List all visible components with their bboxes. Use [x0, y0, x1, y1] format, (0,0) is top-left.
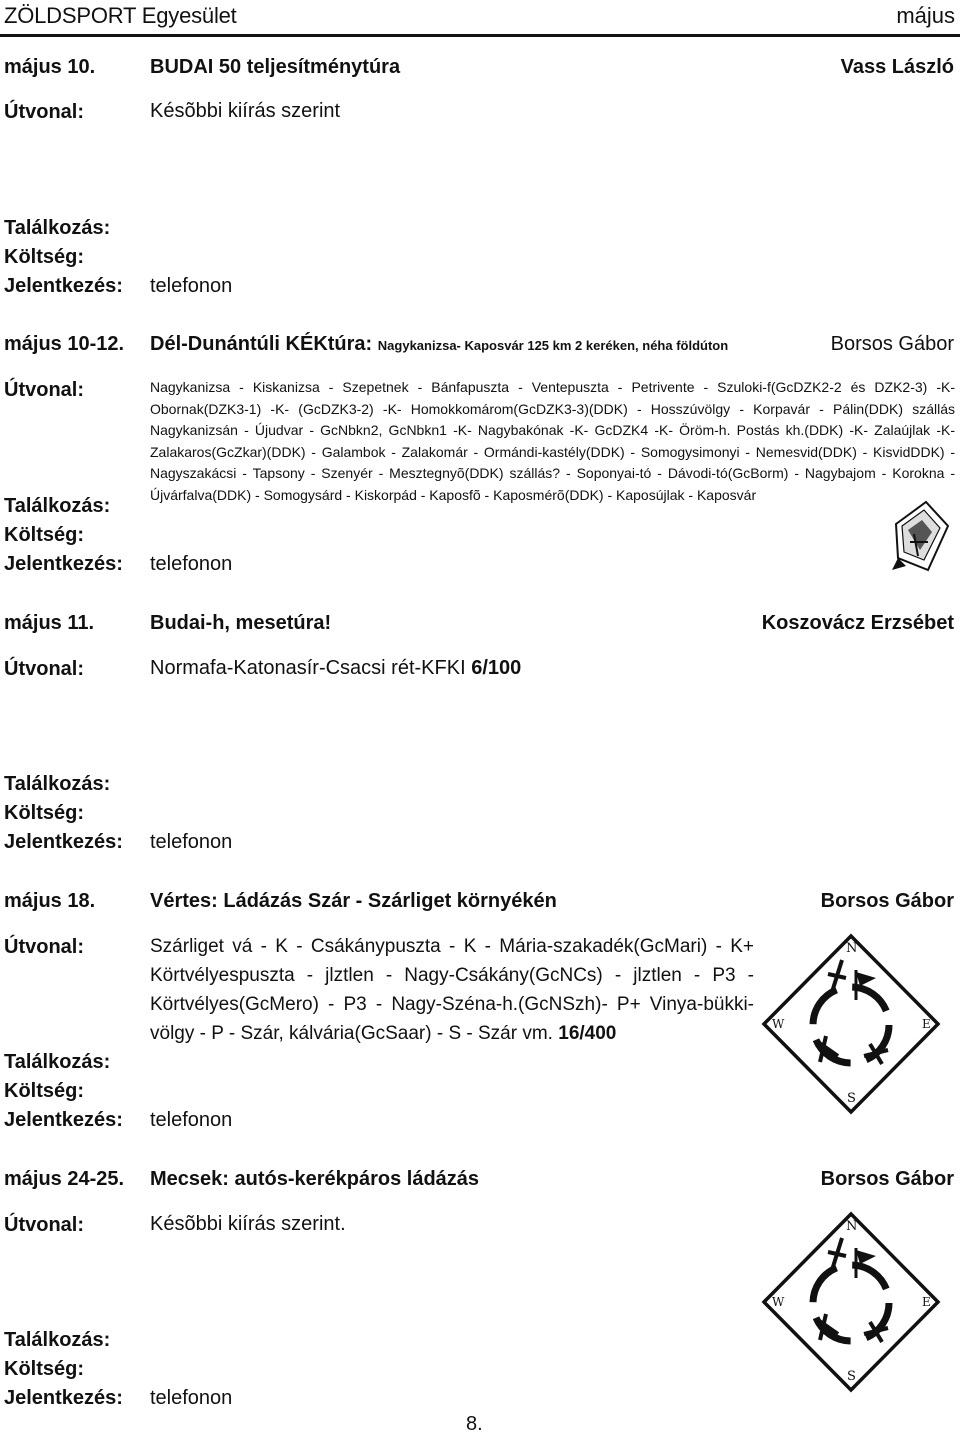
cost-label: Költség: [4, 246, 84, 268]
event-title: Mecsek: autós-kerékpáros ládázás [150, 1168, 480, 1190]
compass-n-label: N [846, 941, 858, 956]
event-route: Késõbbi kiírás szerint. [150, 1213, 346, 1235]
route-label: Útvonal: [4, 1214, 84, 1236]
meeting-label: Találkozás: [4, 1051, 111, 1073]
map-illustration [888, 496, 952, 576]
event-leader: Borsos Gábor [820, 890, 954, 912]
event-title: Vértes: Ládázás Szár - Szárliget környékén [150, 890, 557, 912]
month-title: május [896, 3, 955, 28]
compass-e-label: E [922, 1017, 931, 1031]
compass-rose-logo [760, 1210, 942, 1394]
event-subtitle: Nagykanizsa- Kaposvár 125 km 2 keréken, néha földúton [377, 338, 729, 353]
registration-label: Jelentkezés: [4, 553, 123, 575]
compass-w-label: W [772, 1017, 785, 1031]
compass-rose-logo [760, 932, 942, 1116]
registration-label: Jelentkezés: [4, 1109, 123, 1131]
event-date: május 24-25. [4, 1168, 125, 1190]
event-route-block [150, 932, 754, 1048]
event-route: Késõbbi kiírás szerint [150, 100, 341, 122]
meeting-label: Találkozás: [4, 1329, 111, 1351]
event-title-main: Dél-Dunántúli KÉKtúra: [150, 333, 373, 355]
event-date: május 10-12. [4, 333, 125, 355]
route-label: Útvonal: [4, 379, 84, 401]
cost-label: Költség: [4, 1358, 84, 1380]
compass-s-label: S [847, 1091, 856, 1106]
meeting-label: Találkozás: [4, 217, 111, 239]
event-registration: telefonon [150, 553, 233, 575]
registration-label: Jelentkezés: [4, 1387, 123, 1409]
event-registration: telefonon [150, 831, 233, 853]
event-registration: telefonon [150, 1387, 233, 1409]
event-registration: telefonon [150, 1109, 233, 1131]
cost-label: Költség: [4, 802, 84, 824]
meeting-label: Találkozás: [4, 773, 111, 795]
meeting-label: Találkozás: [4, 495, 111, 517]
event-title: Budai-h, mesetúra! [150, 612, 332, 634]
compass-w-label: W [772, 1295, 785, 1309]
event-route: Normafa-Katonasír-Csacsi rét-KFKI [150, 657, 466, 679]
event-leader: Borsos Gábor [820, 1168, 954, 1190]
club-name: ZÖLDSPORT Egyesület [4, 3, 237, 28]
event-route: Nagykanizsa - Kiskanizsa - Szepetnek - Bánfapuszta - Ventepuszta - Petrivente - Szuloki-f(GcDZK2-2 és DZK2-3) -K- Obornak(DZK3-1) -K- (GcDZK3-2) -K- Homokkomárom(GcDZK3-3)(DDK) - Hosszúvölgy - Korpavár - Pálin(DDK) szállás Nagykanizsán - Újudvar - GcNbkn2, GcNbkn1 -K- Nagybakónak -K- GcDZK4 -K- Öröm-h. Postás kh.(DDK) -K- Zalaújlak -K- Zalakaros(GcZkar)(DDK) - Galambok - Zalakomár - Ormándi-kastély(DDK) - Somogysimonyi - Nemesvid(DDK) - KisvidDDK) - Nagyszakácsi - Tapsony - Szenyér - Mesztegnyõ(DDK) szállás? - Soponyai-tó - Dávodi-tó(GcBorm) - Nagybajom - Korokna - Újvárfalva(DDK) - Somogysárd - Kiskorpád - Kaposfõ - Kaposmérõ(DDK) - Kaposújlak - Kaposvár [150, 379, 955, 503]
event-leader: Koszovácz Erzsébet [761, 612, 954, 634]
route-stat: 16/400 [558, 1023, 617, 1044]
event-title [150, 333, 728, 356]
page-number: 8. [466, 1413, 483, 1435]
compass-n-label: N [846, 1219, 858, 1234]
route-label: Útvonal: [4, 101, 84, 123]
event-leader: Borsos Gábor [830, 333, 954, 355]
event-route-line [150, 657, 521, 680]
route-label: Útvonal: [4, 658, 84, 680]
compass-e-label: E [922, 1295, 931, 1309]
registration-label: Jelentkezés: [4, 275, 123, 297]
route-stat: 6/100 [471, 657, 522, 679]
cost-label: Költség: [4, 524, 84, 546]
event-date: május 18. [4, 890, 96, 912]
registration-label: Jelentkezés: [4, 831, 123, 853]
event-title: BUDAI 50 teljesítménytúra [150, 56, 401, 78]
cost-label: Költség: [4, 1080, 84, 1102]
header-divider [0, 34, 960, 37]
compass-s-label: S [847, 1369, 856, 1384]
event-registration: telefonon [150, 275, 233, 297]
event-date: május 11. [4, 612, 95, 634]
event-leader: Vass László [840, 56, 954, 78]
event-route: Szárliget vá - K - Csákánypuszta - K - Mária-szakadék(GcMari) - K+ Körtvélyespuszta - jlztlen - Nagy-Csákány(GcNCs) - jlztlen - P3 - Körtvélyes(GcMero) - P3 - Nagy-Széna-h.(GcNSzh)- P+ Vinya-bükki-völgy - P - Szár, kálvária(GcSaar) - S - Szár vm. [150, 936, 754, 1044]
event-date: május 10. [4, 56, 96, 78]
route-label: Útvonal: [4, 936, 84, 958]
